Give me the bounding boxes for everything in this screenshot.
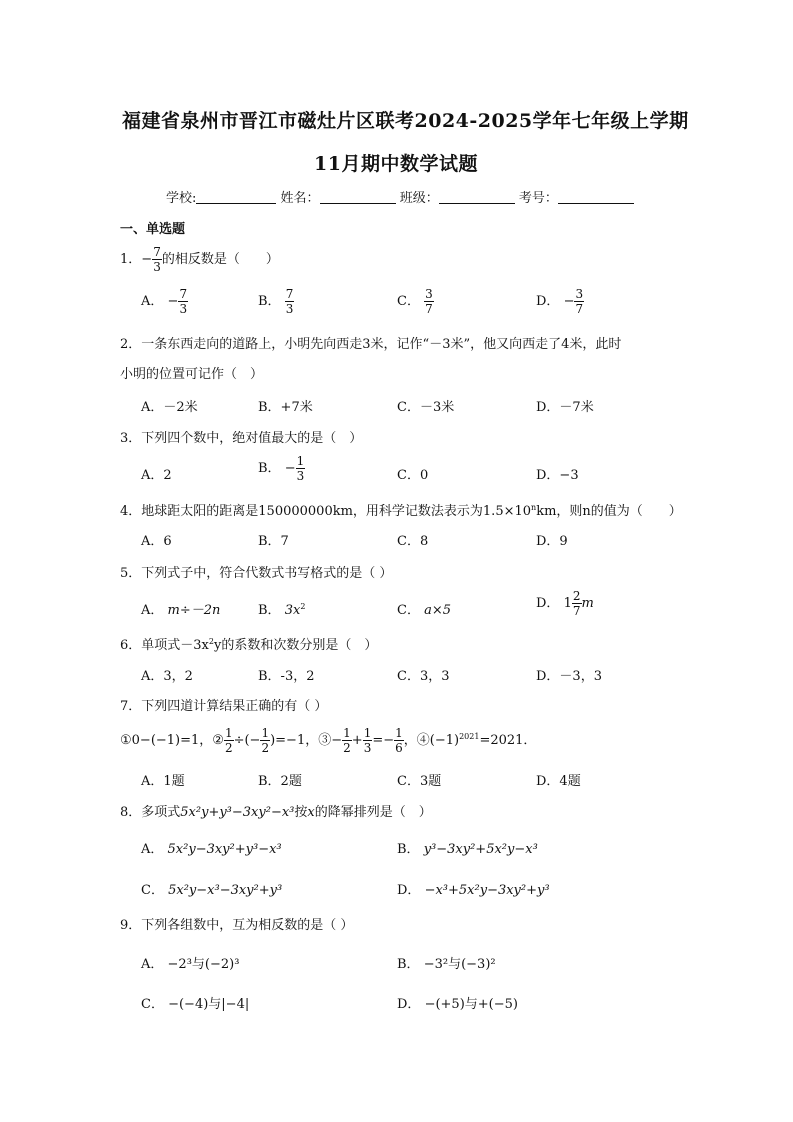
option-b[interactable]: B． $3x^2$ bbox=[258, 602, 306, 618]
question-number: 1． bbox=[120, 252, 142, 267]
question-3: 3．下列四个数中，绝对值最大的是（ ） bbox=[120, 431, 363, 446]
expression-4: $④(-1)^{2021}=2021$． bbox=[416, 732, 537, 748]
option-a[interactable]: A．1题 bbox=[141, 774, 185, 789]
exam-no-blank[interactable] bbox=[558, 191, 634, 204]
page-subtitle: 11月期中数学试题 bbox=[314, 153, 478, 175]
option-b[interactable]: B． y³−3xy²+5x²y−x³ bbox=[397, 842, 538, 857]
student-info-line bbox=[166, 187, 634, 206]
option-a[interactable]: A． 5x²y−3xy²+y³−x³ bbox=[141, 842, 282, 857]
option-b[interactable]: B． − $\frac{1}{3}$ bbox=[258, 454, 305, 483]
option-b[interactable]: B．+7米 bbox=[258, 400, 313, 415]
minus-sign: − bbox=[141, 252, 153, 267]
option-d[interactable]: D． 1 $\frac{2}{7}$ m bbox=[536, 589, 594, 618]
question-5: 5．下列式子中，符合代数式书写格式的是（ ） bbox=[120, 566, 393, 581]
option-a[interactable]: A．6 bbox=[141, 534, 172, 549]
option-c[interactable]: C．8 bbox=[397, 534, 429, 549]
option-c[interactable]: C．0 bbox=[397, 468, 429, 483]
question-6: 6．单项式$-3x^2y$的系数和次数分别是（ ） bbox=[120, 637, 378, 653]
question-8: 8．多项式5x²y+y³−3xy²−x³按x的降幂排列是（ ） bbox=[120, 805, 432, 820]
name-label: 姓名： bbox=[280, 191, 320, 206]
option-d[interactable]: D． − $\frac{3}{7}$ bbox=[536, 287, 584, 316]
question-2-line1: 2．一条东西走向的道路上，小明先向西走3米，记作“－3米”，他又向西走了4米，此时 bbox=[120, 337, 622, 352]
option-d[interactable]: D．－7米 bbox=[536, 400, 594, 415]
option-a[interactable]: A． − $\frac{7}{3}$ bbox=[141, 287, 188, 316]
option-c[interactable]: C． −(−4)与|−4| bbox=[141, 997, 250, 1012]
option-c[interactable]: C． a×5 bbox=[397, 603, 452, 618]
page-title: 福建省泉州市晋江市磁灶片区联考2024-2025学年七年级上学期 bbox=[122, 110, 689, 132]
expression-1: ①0−(−1)=1， bbox=[120, 733, 213, 748]
option-d[interactable]: D．－3，3 bbox=[536, 669, 602, 684]
exam-no-label: 考号： bbox=[518, 191, 558, 206]
question-7-expressions bbox=[120, 727, 536, 754]
question-2-line2: 小明的位置可记作（ ） bbox=[120, 367, 264, 382]
question-1 bbox=[120, 246, 279, 273]
polynomial: 5x²y+y³−3xy²−x³ bbox=[180, 805, 295, 820]
question-7: 7．下列四道计算结果正确的有（ ） bbox=[120, 699, 328, 714]
option-a[interactable]: A． m÷－2n bbox=[141, 603, 221, 618]
expression-2: ② $\frac{1}{2}$ ÷(− $\frac{1}{2}$ )=−1， bbox=[212, 726, 319, 755]
option-a[interactable]: A．2 bbox=[141, 468, 172, 483]
option-a[interactable]: A．3，2 bbox=[141, 669, 193, 684]
option-d[interactable]: D． −x³+5x²y−3xy²+y³ bbox=[397, 883, 550, 898]
section-heading: 一、单选题 bbox=[120, 222, 186, 237]
option-a[interactable]: A．－2米 bbox=[141, 400, 198, 415]
option-c[interactable]: C． $\frac{3}{7}$ bbox=[397, 287, 433, 316]
option-d[interactable]: D．4题 bbox=[536, 774, 581, 789]
option-b[interactable]: B．7 bbox=[258, 534, 289, 549]
option-c[interactable]: C．3，3 bbox=[397, 669, 450, 684]
option-d[interactable]: D． −(+5)与+(−5) bbox=[397, 997, 518, 1012]
option-c[interactable]: C．3题 bbox=[397, 774, 442, 789]
expression-3: ③− $\frac{1}{2}$ + $\frac{1}{3}$ =− $\frac{1}{6}$ ， bbox=[318, 726, 417, 755]
option-c[interactable]: C．－3米 bbox=[397, 400, 455, 415]
option-b[interactable]: B．2题 bbox=[258, 774, 302, 789]
option-d[interactable]: D．9 bbox=[536, 534, 568, 549]
option-b[interactable]: B． −3²与(−3)² bbox=[397, 957, 496, 972]
option-c[interactable]: C． 5x²y−x³−3xy²+y³ bbox=[141, 883, 283, 898]
fraction: $\frac{7}{3}$ bbox=[153, 245, 161, 274]
school-blank[interactable] bbox=[196, 191, 276, 204]
question-stem: 的相反数是（ ） bbox=[161, 252, 279, 267]
option-a[interactable]: A． −2³与(−2)³ bbox=[141, 957, 240, 972]
option-b[interactable]: B． $\frac{7}{3}$ bbox=[258, 287, 294, 316]
option-d[interactable]: D．−3 bbox=[536, 468, 579, 483]
class-label: 班级： bbox=[399, 191, 439, 206]
school-label: 学校: bbox=[166, 191, 197, 206]
question-4: 4．地球距太阳的距离是150000000km，用科学记数法表示为$1.5\times 10^nkm$，则n的值为（ ） bbox=[120, 503, 682, 519]
class-blank[interactable] bbox=[439, 191, 515, 204]
name-blank[interactable] bbox=[320, 191, 396, 204]
question-9: 9．下列各组数中，互为相反数的是（ ） bbox=[120, 918, 354, 933]
option-b[interactable]: B．-3，2 bbox=[258, 669, 315, 684]
